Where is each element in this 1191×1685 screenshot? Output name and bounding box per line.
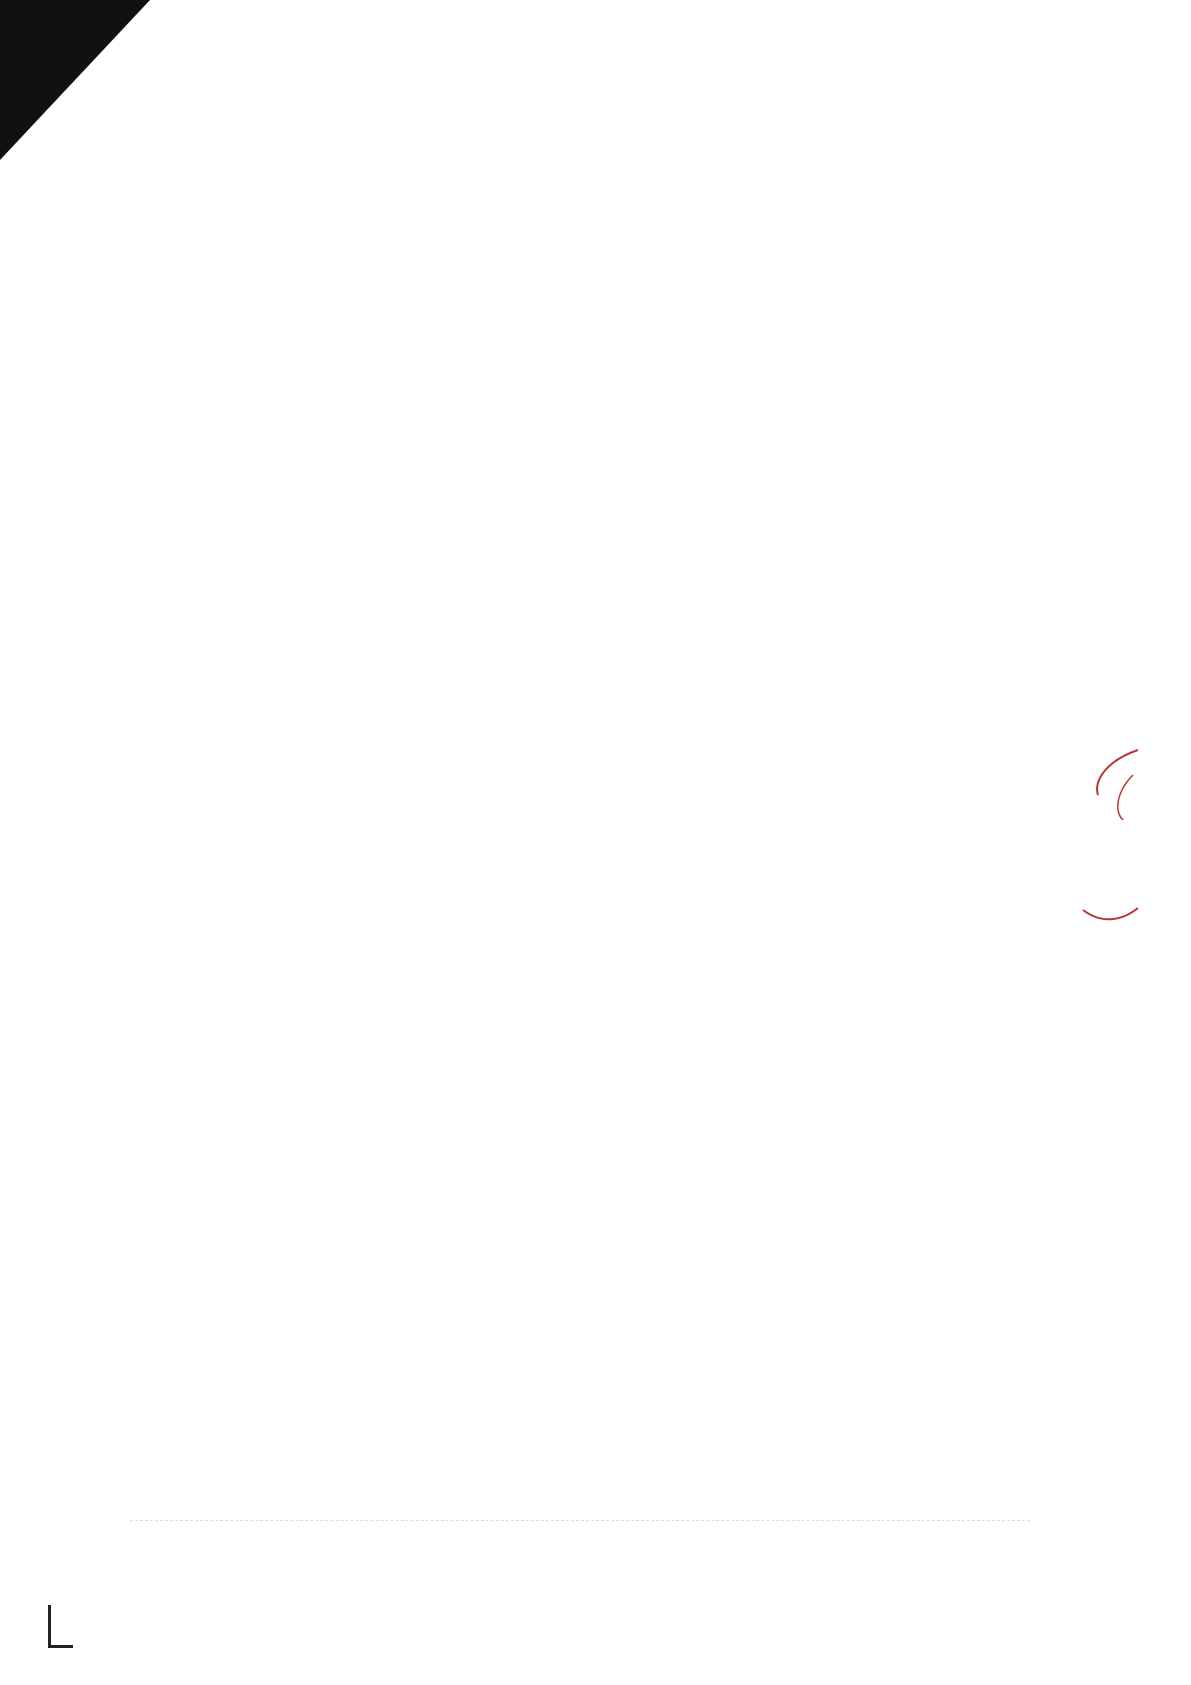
exam-page-content: [125, 80, 1115, 86]
school-stamp: [1078, 740, 1148, 930]
scan-corner-mark: [48, 1605, 73, 1648]
previous-question-options: [125, 80, 1115, 86]
page-bottom-rule: [130, 1520, 1030, 1521]
question-list: [125, 80, 1115, 86]
scan-corner-shadow-edge: [0, 0, 60, 150]
